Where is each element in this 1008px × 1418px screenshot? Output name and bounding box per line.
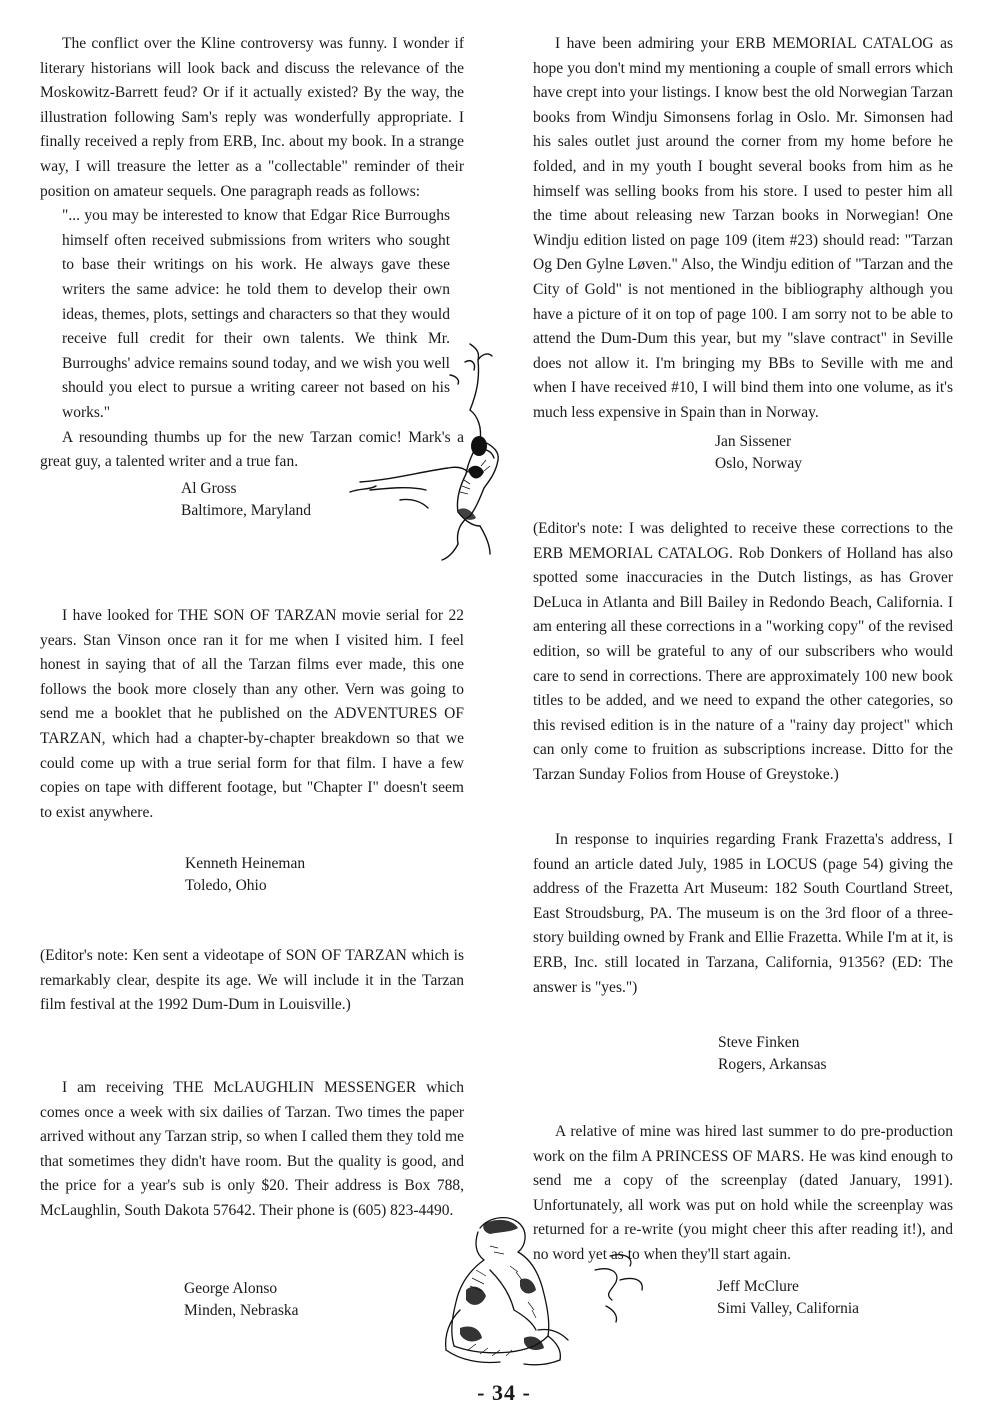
signature-name: George Alonso [184,1280,278,1297]
editor-note: (Editor's note: Ken sent a videotape of SON OF TARZAN which is remarkably clear, despite its age. We will include it in the Tarzan film festival at the 1992 Dum-Dum in Louisville.) [40,947,464,1014]
tarzan-vine-illustration [330,340,530,570]
signature-place: Toledo, Ohio [185,877,267,894]
signature-jeff-mcclure [717,1276,859,1320]
crouching-figure-illustration [420,1210,670,1370]
letter-paragraph: I have looked for THE SON OF TARZAN movie serial for 22 years. Stan Vinson once ran it for me when I visited him. I feel honest in saying that of all the Tarzan films ever made, this one follows the book more closely than any other. Vern was going to send me a booklet that he published on the ADVENTURES OF TARZAN, which had a chapter-by-chapter breakdown so that we could come up with a true serial form for that film. I have a few copies on tape with different footage, but "Chapter I" doesn't seem to exist anywhere. [40,607,464,821]
letter-kenneth-heineman [40,604,464,825]
letter-paragraph: In response to inquiries regarding Frank Frazetta's address, I found an article dated July, 1985 in LOCUS (page 54) giving the address of the Frazetta Art Museum: 182 South Courtland Street, East Stroudsburg, PA. The museum is on the 3rd floor of a three-story building owned by Frank and Ellie Frazetta. While I'm at it, is ERB, Inc. still located in Tarzana, California, 91356? (ED: The answer is "yes.") [533,831,953,996]
editor-note-sissener [533,517,953,788]
letter-paragraph: I have been admiring your ERB MEMORIAL CATALOG as hope you don't mind my mentioning a couple of small errors which have crept into your listings. I know best the old Norwegian Tarzan books from Windju Simonsens forlag in Oslo. Mr. Simonsen had his sales outlet just around the corner from my home before he folded, and in my youth I bought several books from him as he himself was selling books from his store. I used to pester him all the time about releasing new Tarzan books in Norwegian! One Windju edition listed on page 109 (item #23) should read: "Tarzan Og Den Gylne Løven." Also, the Windju edition of "Tarzan and the City of Gold" is not mentioned in the bibliography although you have a picture of it on top of page 100. I am sorry not to be able to attend the Dum-Dum this year, but my "slave contract" in Seville does not allow it. I'm bringing my BBs to Seville with me and when I have received #10, I will bind them into one volume, as it's much less expensive in Spain than in Norway. [533,35,953,421]
signature-jan-sissener [715,431,802,475]
signature-place: Simi Valley, California [717,1300,860,1317]
editor-note-heineman [40,944,464,1018]
letter-paragraph: The conflict over the Kline controversy was funny. I wonder if literary historians will look back and discuss the relevance of the Moskowitz-Barrett feud? Or if it actually existed? By the way, the illustration following Sam's reply was wonderfully appropriate. I finally received a reply from ERB, Inc. about my book. In a strange way, I will treasure the letter as a "collectable" reminder of their position on amateur sequels. One paragraph reads as follows: [40,35,464,200]
editor-note: (Editor's note: I was delighted to receive these corrections to the ERB MEMORIAL CATALOG. Rob Donkers of Holland has also spotted some inaccuracies in the Dutch listings, as has Grover DeLuca in Atlanta and Bill Bailey in Redondo Beach, California. I am entering all these corrections in a "working copy" of the revised edition, so will be grateful to any of our subscribers who would care to send in corrections. There are approximately 100 new book titles to be added, and we need to expand the other categories, so this revised edition is in the nature of a "rainy day project" which can only come to fruition as subscriptions increase. Ditto for the Tarzan Sunday Folios from House of Greystoke.) [533,520,953,783]
letter-jan-sissener [533,32,953,426]
signature-place: Rogers, Arkansas [718,1056,827,1073]
signature-al-gross [181,478,311,522]
signature-place: Baltimore, Maryland [181,502,311,519]
signature-name: Kenneth Heineman [185,855,306,872]
signature-place: Minden, Nebraska [184,1302,299,1319]
signature-place: Oslo, Norway [715,455,802,472]
letter-paragraph: A relative of mine was hired last summer to do pre-production work on the film A PRINCESS OF MARS. He was kind enough to send me a copy of the screenplay (dated January, 1991). Unfortunately, all work was put on hold while the screenplay was returned for a re-write (you might cheer this after reading it!), and no word yet as to when they'll start again. [533,1123,953,1263]
letter-george-alonso [40,1076,464,1224]
letter-quote: "... you may be interested to know that Edgar Rice Burroughs himself often received submissions from writers who sought to base their writings on his work. He always gave these writers the same advice: he told them to develop their own ideas, themes, plots, settings and characters so that they would receive full credit for their own talents. We think Mr. Burroughs' advice remains sound today, and we wish you well should you elect to pursue a writing career not based on his works." [62,207,450,421]
letter-paragraph: I am receiving THE McLAUGHLIN MESSENGER which comes once a week with six dailies of Tarzan. Two times the paper arrived without any Tarzan strip, so when I called them they told me that sometimes they didn't have room. But the quality is good, and the price for a year's sub is only $20. Their address is Box 788, McLaughlin, South Dakota 57642. Their phone is (605) 823-4490. [40,1079,464,1219]
signature-george-alonso [184,1278,299,1322]
letter-paragraph: A resounding thumbs up for the new Tarzan comic! Mark's a great guy, a talented writer and a true fan. [40,428,464,471]
page-number: - 34 - [477,1380,531,1405]
signature-name: Steve Finken [718,1034,800,1051]
letter-steve-finken [533,828,953,1000]
signature-name: Jan Sissener [715,433,792,450]
signature-steve-finken [718,1032,827,1076]
signature-kenneth-heineman [185,853,305,897]
signature-name: Jeff McClure [717,1278,799,1295]
signature-name: Al Gross [181,480,237,497]
